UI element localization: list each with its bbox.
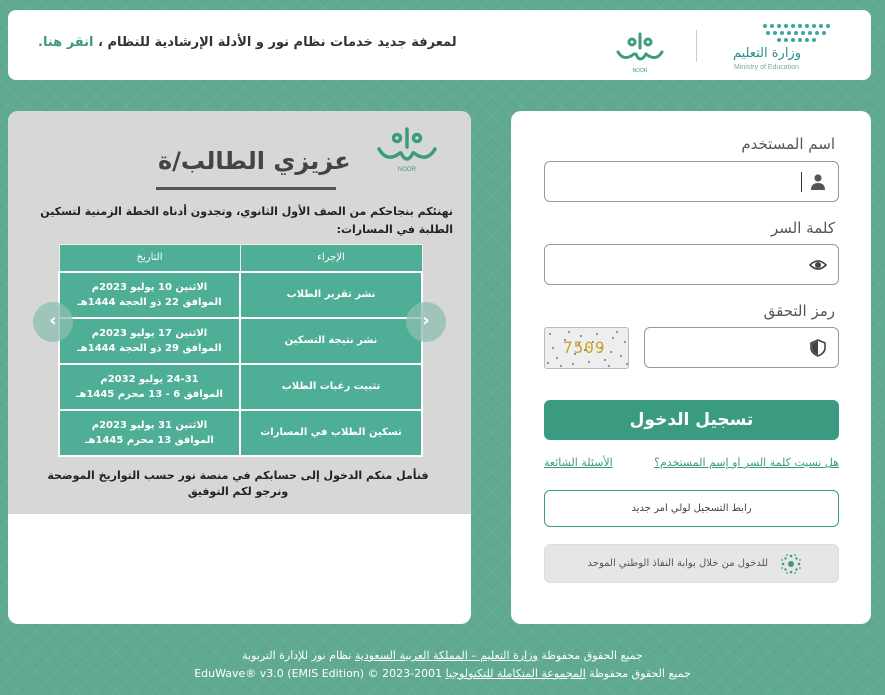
nafath-login-label: للدخول من خلال بوابة النفاذ الوطني الموحد [587, 558, 768, 569]
closing-line2: ونرجو لكم التوفيق [187, 485, 289, 498]
greeting-title: عزيزي الطالب/ة [158, 147, 351, 175]
password-input[interactable] [544, 244, 839, 285]
noor-logo-icon [614, 26, 666, 74]
column-header-action: الإجراء [240, 245, 422, 272]
user-icon [809, 173, 827, 191]
row-date [59, 410, 240, 456]
schedule-table [58, 244, 423, 457]
faq-link[interactable]: الأسئلة الشائعة [544, 456, 613, 469]
row-date-line1: الاثنين 10 يوليو 2023م [91, 281, 208, 293]
username-label: اسم المستخدم [741, 135, 835, 153]
footer-line1 [0, 649, 885, 662]
captcha-input[interactable] [644, 327, 839, 368]
table-row [59, 272, 422, 318]
nafath-login-button[interactable] [544, 544, 839, 583]
row-action: تسكين الطلاب في المسارات [240, 410, 422, 456]
announcement-panel [8, 111, 471, 624]
row-date [59, 364, 240, 410]
row-date [59, 272, 240, 318]
column-header-date: التاريخ [59, 245, 240, 272]
click-here-link[interactable]: انقر هنا. [38, 35, 94, 50]
footer-version: 2001-2023 © EduWave® v3.0 (EMIS Edition) [194, 667, 443, 680]
footer-copyright-text: جميع الحقوق محفوظة [589, 667, 691, 680]
footer-system-name: نظام نور للإدارة التربوية [242, 649, 352, 662]
ministry-logo[interactable] [721, 20, 831, 72]
carousel-next-button[interactable]: › [406, 302, 446, 342]
noor-logo-icon [375, 123, 439, 173]
services-message-text: لمعرفة جديد خدمات نظام نور و الأدلة الإرشادية للنظام ، [97, 35, 457, 50]
ministry-link[interactable]: وزارة التعليم – المملكة العربية السعودية [354, 649, 538, 662]
parent-register-button[interactable]: رابط التسجيل لولي امر جديد [544, 490, 839, 527]
itg-link[interactable]: المجموعة المتكاملة للتكنولوجيا [445, 667, 586, 680]
ministry-dots-icon [759, 22, 831, 44]
nafath-icon [780, 553, 802, 575]
services-message [38, 35, 457, 50]
row-date [59, 318, 240, 364]
ministry-name-ar: وزارة التعليم [732, 46, 801, 61]
intro-text: نهنئكم بنجاحكم من الصف الأول الثانوي، وتجدون أدناه الخطة الزمنية لتسكين الطلبة في المسارات: [40, 205, 453, 236]
carousel-prev-button[interactable]: ‹ [33, 302, 73, 342]
captcha-code: 7509 [563, 338, 606, 357]
row-date-line2: الموافق 6 - 13 محرم 1445هـ [76, 388, 223, 400]
row-action: نشر نتيجة التسكين [240, 318, 422, 364]
footer-line2 [0, 667, 885, 680]
table-row [59, 410, 422, 456]
top-bar [8, 10, 871, 80]
closing-text [38, 468, 438, 500]
noor-logo-text: NOOR [632, 68, 648, 74]
shield-icon [809, 339, 827, 357]
login-button[interactable]: تسجيل الدخول [544, 400, 839, 440]
table-header-row [59, 245, 422, 272]
password-label: كلمة السر [771, 219, 835, 237]
captcha-label: رمز التحقق [763, 302, 835, 320]
header-divider [696, 30, 697, 62]
announcement-slide [8, 111, 471, 514]
row-date-line2: الموافق 22 ذو الحجة 1444هـ [77, 296, 222, 308]
text-cursor [801, 172, 802, 192]
row-date-line1: الاثنين 31 يوليو 2023م [91, 419, 208, 431]
greeting-underline [156, 187, 336, 190]
row-date-line1: الاثنين 17 يوليو 2023م [91, 327, 208, 339]
noor-logo-text: NOOR [398, 167, 416, 173]
row-action: تثبيت رغبات الطلاب [240, 364, 422, 410]
row-date-line2: الموافق 29 ذو الحجة 1444هـ [77, 342, 222, 354]
forgot-password-link[interactable]: هل نسيت كلمة السر او إسم المستخدم؟ [654, 456, 839, 469]
table-row [59, 318, 422, 364]
username-input[interactable] [544, 161, 839, 202]
eye-icon[interactable] [809, 256, 827, 274]
table-row [59, 364, 422, 410]
captcha-image [544, 327, 629, 369]
row-date-line1: 24-31 يوليو 2032م [100, 373, 199, 385]
ministry-name-en: Ministry of Education [734, 64, 799, 71]
row-action: نشر تقرير الطلاب [240, 272, 422, 318]
login-panel [511, 111, 871, 624]
row-date-line2: الموافق 13 محرم 1445هـ [85, 434, 214, 446]
footer-copyright-text: جميع الحقوق محفوظة [541, 649, 643, 662]
noor-logo[interactable] [614, 26, 666, 74]
closing-line1: فنأمل منكم الدخول إلى حسابكم في منصة نور حسب التواريخ الموضحة [47, 469, 429, 482]
